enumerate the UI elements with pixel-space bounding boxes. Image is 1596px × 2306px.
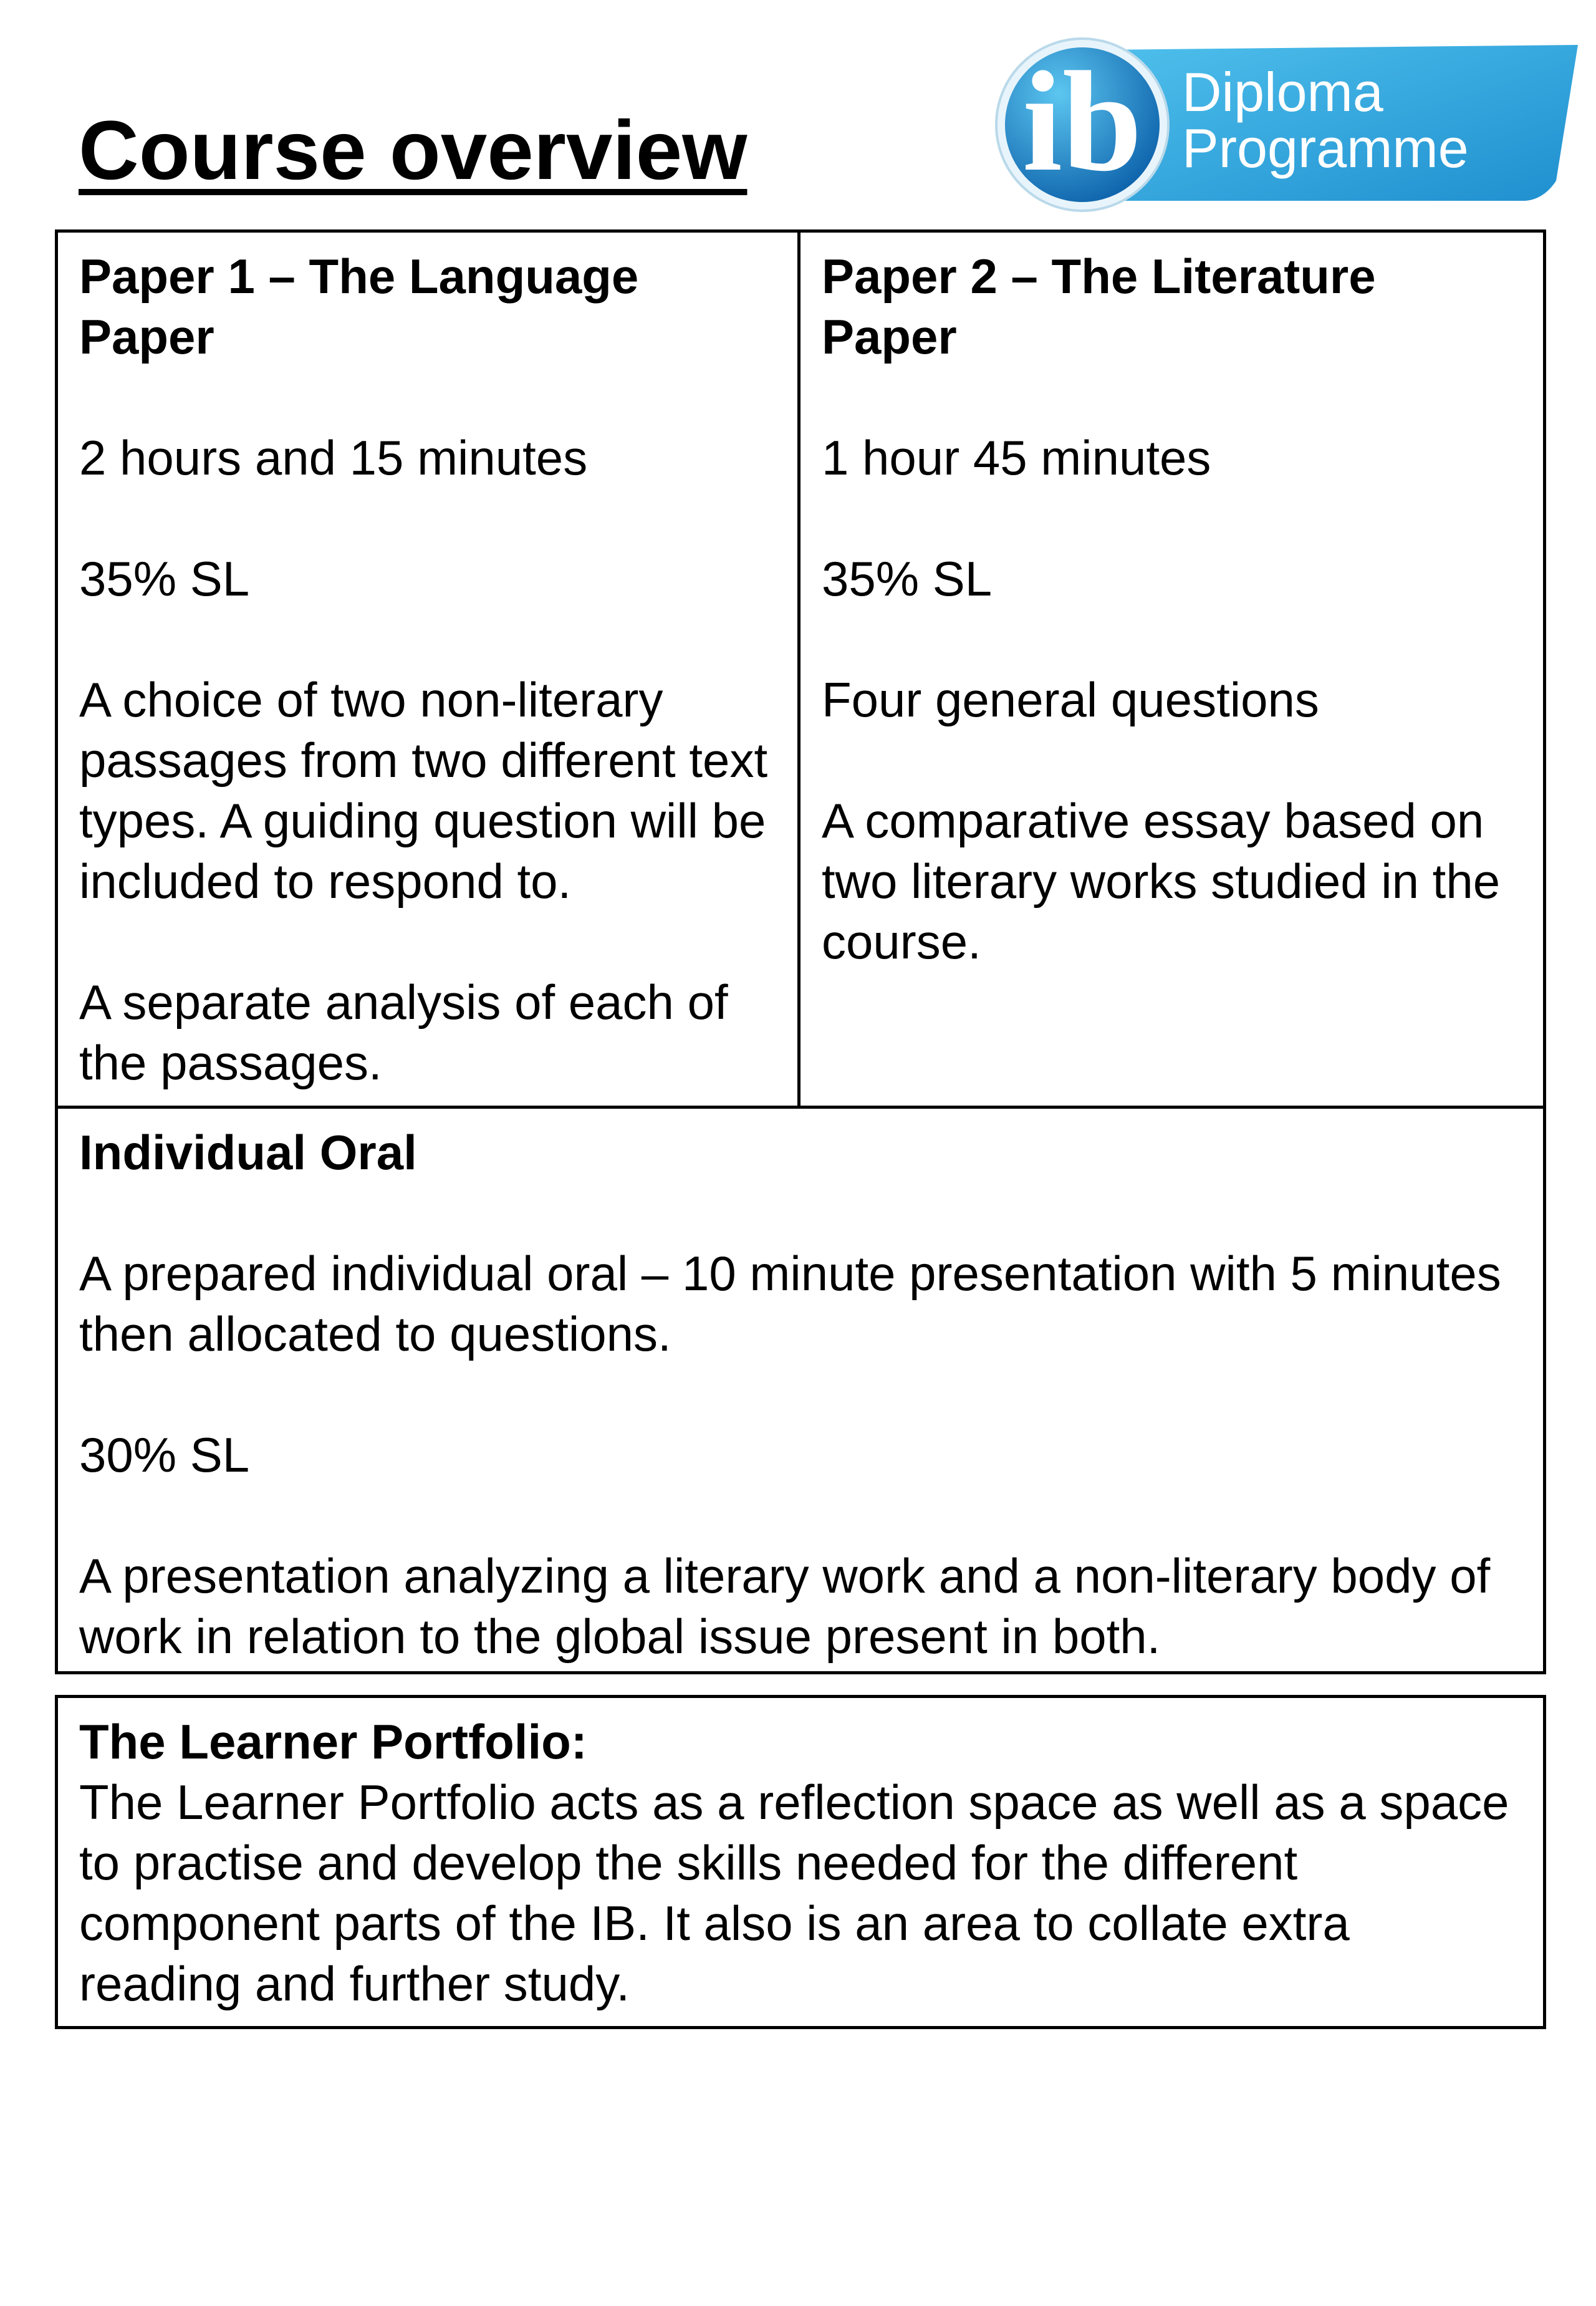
paper1-task: A separate analysis of each of the passages. (79, 975, 728, 1090)
paper1-cell (58, 233, 800, 1106)
papers-table (55, 229, 1546, 1109)
paper2-cell (800, 233, 1543, 1106)
ib-diploma-logo (995, 31, 1581, 218)
paper2-task: A comparative essay based on two literary works studied in the course. (822, 793, 1501, 969)
oral-description: A prepared individual oral – 10 minute presentation with 5 minutes then allocated to questions. (79, 1246, 1501, 1361)
paper1-description: A choice of two non-literary passages from two different text types. A guiding question will be included to respond to. (79, 672, 768, 909)
learner-portfolio-box (55, 1695, 1546, 2029)
portfolio-description: The Learner Portfolio acts as a reflection space as well as a space to practise and develop the skills needed for the different component parts of the IB. It also is an area to collate extra reading and further study. (79, 1775, 1509, 2011)
individual-oral-box (55, 1106, 1546, 1674)
logo-brand-text: ib (1022, 42, 1142, 201)
oral-task: A presentation analyzing a literary work and a non-literary body of work in relation to the global issue present in both. (79, 1548, 1491, 1664)
page-title: Course overview (79, 104, 748, 197)
paper1-title: Paper 1 – The Language Paper (79, 249, 639, 364)
paper2-title: Paper 2 – The Literature Paper (822, 249, 1376, 364)
oral-title: Individual Oral (79, 1125, 417, 1180)
paper1-weight: 35% SL (79, 551, 250, 606)
paper1-duration: 2 hours and 15 minutes (79, 430, 588, 485)
oral-weight: 30% SL (79, 1427, 250, 1482)
paper2-questions: Four general questions (822, 672, 1319, 727)
logo-programme-text: Programme (1182, 117, 1469, 179)
paper2-weight: 35% SL (822, 551, 993, 606)
logo-diploma-text: Diploma (1182, 61, 1383, 123)
portfolio-title: The Learner Portfolio: (79, 1714, 587, 1769)
paper2-duration: 1 hour 45 minutes (822, 430, 1211, 485)
